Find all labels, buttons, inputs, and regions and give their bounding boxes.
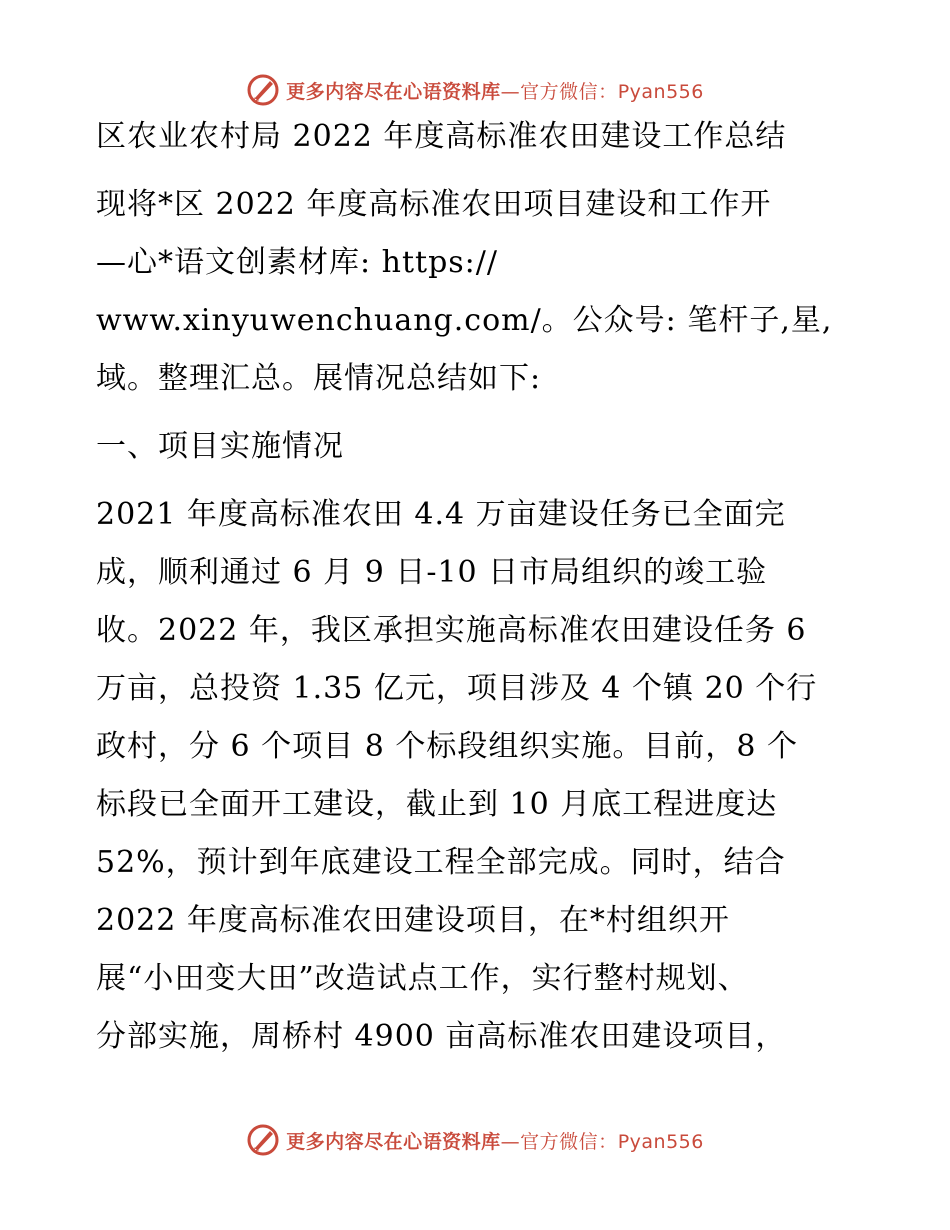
- body-line: 标段已全面开工建设，截止到 10 月底工程进度达: [96, 787, 778, 822]
- banner-wechat-id: Pyan556: [617, 1130, 704, 1153]
- body-line: 万亩，总投资 1.35 亿元，项目涉及 4 个镇 20 个行: [96, 671, 818, 706]
- footer-banner: [0, 1120, 950, 1160]
- banner-text: [286, 77, 704, 104]
- body-line: 52%，预计到年底建设工程全部完成。同时，结合: [96, 845, 786, 880]
- quill-pen-seal-icon: [246, 1123, 280, 1157]
- header-banner: [0, 70, 950, 110]
- banner-separator: —: [500, 80, 521, 103]
- section-heading: 一、项目实施情况: [96, 429, 344, 464]
- banner-wechat-id: Pyan556: [617, 80, 704, 103]
- document-body: [96, 119, 856, 1054]
- banner-text: [286, 1127, 704, 1154]
- banner-brand: 更多内容尽在心语资料库: [286, 1130, 501, 1153]
- intro-line: 现将*区 2022 年度高标准农田项目建设和工作开: [96, 187, 772, 222]
- banner-wechat-label: 官方微信：: [520, 1130, 618, 1153]
- banner-wechat-label: 官方微信：: [520, 80, 618, 103]
- body-line: 成，顺利通过 6 月 9 日-10 日市局组织的竣工验: [96, 555, 768, 590]
- banner-brand: 更多内容尽在心语资料库: [286, 80, 501, 103]
- intro-line: 域。整理汇总。展情况总结如下:: [96, 361, 542, 396]
- body-line: 政村，分 6 个项目 8 个标段组织实施。目前，8 个: [96, 729, 798, 764]
- banner-separator: —: [500, 1130, 521, 1153]
- body-line: 收。2022 年，我区承担实施高标准农田建设任务 6: [96, 613, 807, 648]
- quill-pen-seal-icon: [246, 73, 280, 107]
- intro-line: —心*语文创素材库: https://: [96, 245, 498, 280]
- body-line: 2021 年度高标准农田 4.4 万亩建设任务已全面完: [96, 497, 786, 532]
- intro-line: www.xinyuwenchuang.com/。公众号: 笔杆子,星,: [96, 303, 833, 338]
- document-title: 区农业农村局 2022 年度高标准农田建设工作总结: [96, 119, 787, 154]
- body-line: 2022 年度高标准农田建设项目，在*村组织开: [96, 903, 730, 938]
- body-line: 分部实施，周桥村 4900 亩高标准农田建设项目，: [96, 1019, 787, 1054]
- body-line: 展“小田变大田”改造试点工作，实行整村规划、: [96, 961, 749, 996]
